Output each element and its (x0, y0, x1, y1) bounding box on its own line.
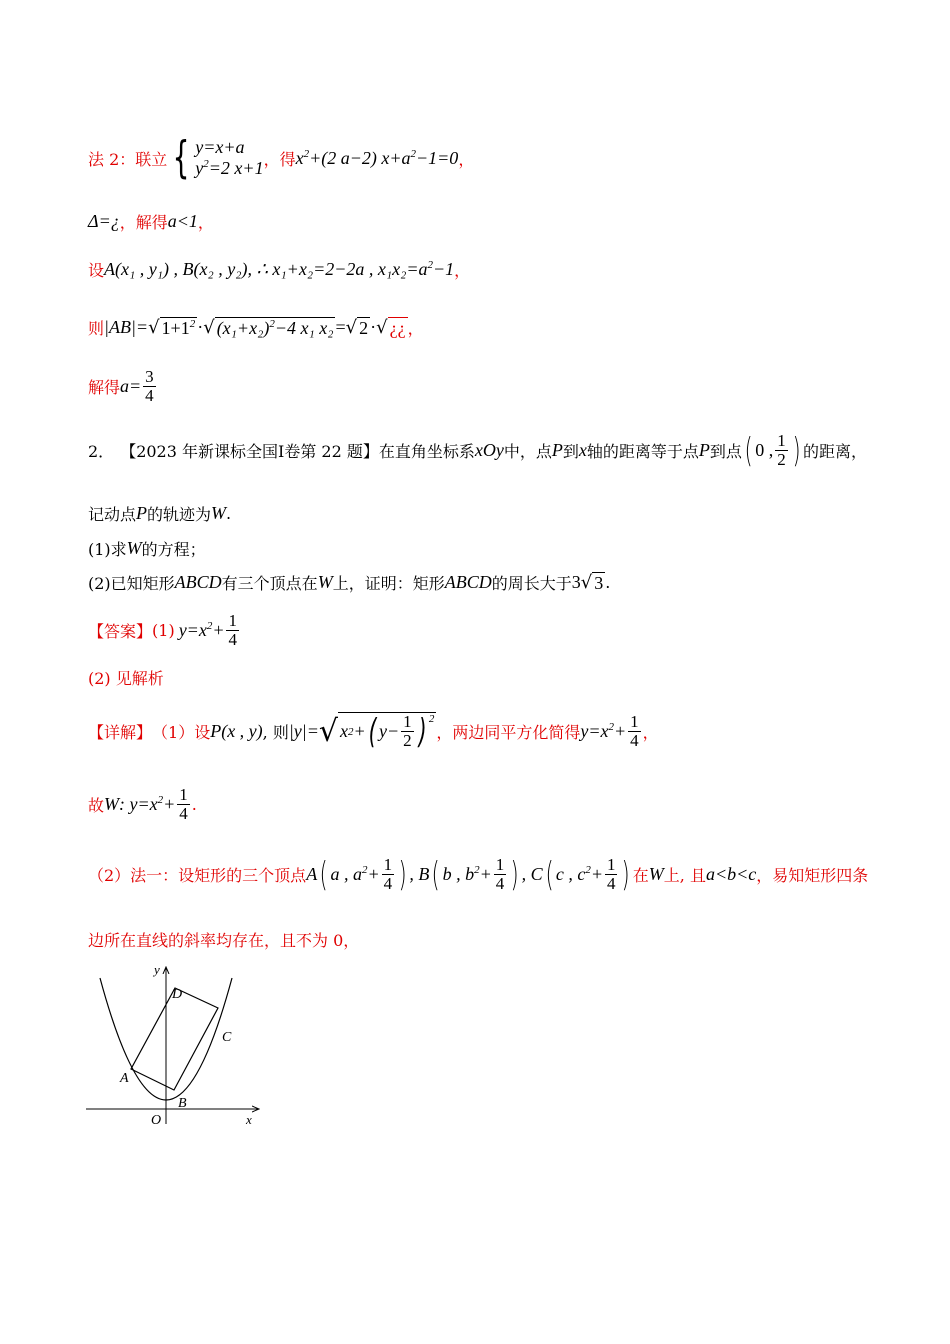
answer-part-2: (2) 见解析 (88, 669, 164, 688)
radical-icon: √ (148, 317, 160, 338)
fraction: $\frac{1}{4}$ (630, 711, 639, 750)
origin-label: O (151, 1113, 162, 1128)
radical-icon: √ (318, 713, 339, 749)
point-b-label: B (178, 1096, 187, 1111)
detail-line: 【详解】 （1）设 P (x , y) , 则 |y|= √ x 2 + ( y− $\frac{1}{2}$ ) $^2$ ，两边同平方化简得 $y=x^2+$ $\frac{1}{4}$ ， (88, 711, 659, 752)
question-1: (1)求 W 的方程； (88, 538, 206, 559)
part2-line-2: 边所在直线的斜率均存在，且不为 0， (88, 931, 360, 950)
y-axis-label: y (154, 962, 160, 977)
radical-icon: √ (345, 317, 358, 338)
set-points-line: 设 A(x₁ , y₁) , B(x₂ , y₂) , ∴ x₁+x₂=2−2a , $x_1x_2=a^2-1$ ， (88, 259, 471, 280)
point-c-label: C (222, 1030, 232, 1045)
radical-icon: √ (376, 317, 388, 338)
fraction: $\frac{1}{4}$ (606, 855, 616, 893)
point-d-label: D (172, 987, 183, 1002)
answer-line: 【答案】 (1) $y=x^2+$ $\frac{1}{4}$ (88, 611, 237, 649)
chord-length-line: 则 |AB|= √ $1+1^2$ · √ $(x_1+x_2)^2-4$ x₁ x₂ = √ 2 · √ ¿¿ ， (88, 317, 424, 338)
system-brace: { (172, 132, 190, 183)
fraction: $\frac{1}{4}$ (383, 855, 393, 893)
radical-icon: √ (580, 572, 593, 593)
x-axis-label: x (246, 1112, 252, 1127)
fraction: $\frac{1}{4}$ (179, 785, 188, 823)
question-2: (2)已知矩形 ABCD 有三个顶点在 W 上，证明：矩形 ABCD 的周长大于 3 √ 3 . (88, 572, 611, 593)
problem-2-line-1: 2． 【2023 年新课标全国Ⅰ卷第 22 题】 在直角坐标系 xOy 中，点 P 到 x 轴的距离等于点 P 到点 ( 0 , $\frac{1}{2}$ ) 的距离， (88, 430, 867, 471)
conclusion-line: 故 W : $y=x^2+$ $\frac{1}{4}$ . (88, 785, 197, 823)
method2-line: 法 2：联立 { y=x+a $y^2=2$ x+1 ，得 $x^2+(2$ a−2) $x+a^2-1=0$ ， (88, 132, 475, 183)
quadratic-equation: $x^2+(2$ a−2) $x+a^2-1=0$ (295, 147, 459, 168)
fraction: $\frac{1}{4}$ (228, 611, 237, 649)
delta-line: Δ=¿ ，解得 a<1 ， (88, 211, 214, 232)
equation-system: y=x+a $y^2=2$ x+1 (195, 137, 264, 178)
fraction: $\frac{1}{2}$ (777, 431, 786, 469)
fraction: $\frac{1}{4}$ (495, 855, 505, 893)
radical-icon: √ (203, 317, 215, 338)
part2-line-1: （2）法一：设矩形的三个顶点 A ( a , $a^2+$ $\frac{1}{4}$ ) , B ( b , $b^2+$ $\frac{1}{4}$ ) , C ( c , $c^2+$ $\frac{1}{4}$ ) 在 W 上, 且 a<b<c ，易知矩形四条 (88, 854, 869, 895)
problem-2-line-2: 记动点 P 的轨迹为 W . (88, 503, 232, 524)
solve-line: 解得 a= $\frac{3}{4}$ (88, 367, 154, 405)
fraction: $\frac{3}{4}$ (145, 367, 154, 405)
rectangle-abcd (131, 988, 218, 1090)
parabola-rectangle-figure (82, 962, 272, 1132)
point-a-label: A (120, 1071, 129, 1086)
